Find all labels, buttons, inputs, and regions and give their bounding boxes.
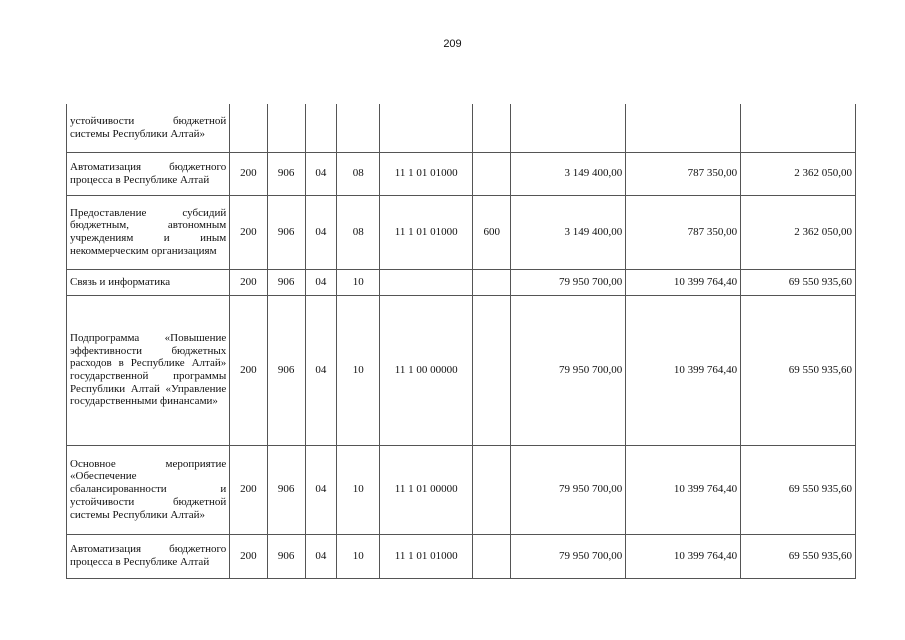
row-name-cell: Основное мероприятие «Обеспечение сбалансированности и устойчивости бюджетной системы Республики Алтай»: [67, 445, 230, 534]
row-name-cell: Подпрограмма «Повышение эффективности бюджетных расходов в Республике Алтай» государственной программы Республики Алтай «Управление государственными финансами»: [67, 295, 230, 445]
remainder-amount-cell: [741, 104, 856, 152]
executed-amount-cell: 10 399 764,40: [626, 295, 741, 445]
executed-amount-cell: 787 350,00: [626, 152, 741, 195]
admin-code-cell: 200: [230, 295, 267, 445]
section-code-cell: 04: [305, 195, 336, 269]
executed-amount-cell: 787 350,00: [626, 195, 741, 269]
plan-amount-cell: 3 149 400,00: [511, 195, 626, 269]
expense-type-cell: [473, 104, 511, 152]
section-code-cell: 04: [305, 445, 336, 534]
plan-amount-cell: 79 950 700,00: [511, 534, 626, 578]
expense-type-cell: [473, 445, 511, 534]
subsection-code-cell: 08: [337, 152, 380, 195]
table-body: [67, 104, 856, 578]
subsection-code-cell: 10: [337, 445, 380, 534]
table-row: [67, 445, 856, 534]
plan-amount-cell: 3 149 400,00: [511, 152, 626, 195]
expense-type-cell: [473, 152, 511, 195]
ministry-code-cell: 906: [267, 195, 305, 269]
target-article-cell: 11 1 01 01000: [380, 195, 473, 269]
row-name-cell: устойчивости бюджетной системы Республики Алтай»: [67, 104, 230, 152]
plan-amount-cell: 79 950 700,00: [511, 269, 626, 295]
subsection-code-cell: 10: [337, 269, 380, 295]
plan-amount-cell: 79 950 700,00: [511, 295, 626, 445]
row-name-cell: Автоматизация бюджетного процесса в Республике Алтай: [67, 152, 230, 195]
page-number: 209: [443, 38, 462, 50]
executed-amount-cell: 10 399 764,40: [626, 534, 741, 578]
row-name-cell: Связь и информатика: [67, 269, 230, 295]
target-article-cell: 11 1 00 00000: [380, 295, 473, 445]
target-article-cell: 11 1 01 00000: [380, 445, 473, 534]
expense-type-cell: 600: [473, 195, 511, 269]
row-name-cell: Автоматизация бюджетного процесса в Республике Алтай: [67, 534, 230, 578]
ministry-code-cell: 906: [267, 445, 305, 534]
target-article-cell: [380, 104, 473, 152]
expense-type-cell: [473, 295, 511, 445]
remainder-amount-cell: 2 362 050,00: [741, 152, 856, 195]
ministry-code-cell: 906: [267, 534, 305, 578]
table-row: [67, 195, 856, 269]
remainder-amount-cell: 69 550 935,60: [741, 295, 856, 445]
executed-amount-cell: 10 399 764,40: [626, 445, 741, 534]
ministry-code-cell: 906: [267, 295, 305, 445]
target-article-cell: 11 1 01 01000: [380, 152, 473, 195]
plan-amount-cell: 79 950 700,00: [511, 445, 626, 534]
expense-type-cell: [473, 534, 511, 578]
subsection-code-cell: [337, 104, 380, 152]
admin-code-cell: 200: [230, 269, 267, 295]
subsection-code-cell: 10: [337, 295, 380, 445]
expense-type-cell: [473, 269, 511, 295]
ministry-code-cell: 906: [267, 152, 305, 195]
admin-code-cell: 200: [230, 195, 267, 269]
plan-amount-cell: [511, 104, 626, 152]
subsection-code-cell: 08: [337, 195, 380, 269]
admin-code-cell: 200: [230, 152, 267, 195]
remainder-amount-cell: 69 550 935,60: [741, 269, 856, 295]
remainder-amount-cell: 69 550 935,60: [741, 534, 856, 578]
admin-code-cell: 200: [230, 445, 267, 534]
remainder-amount-cell: 69 550 935,60: [741, 445, 856, 534]
table-row: [67, 295, 856, 445]
table-row: [67, 269, 856, 295]
table-row: [67, 152, 856, 195]
remainder-amount-cell: 2 362 050,00: [741, 195, 856, 269]
table-row: [67, 534, 856, 578]
section-code-cell: 04: [305, 269, 336, 295]
subsection-code-cell: 10: [337, 534, 380, 578]
executed-amount-cell: 10 399 764,40: [626, 269, 741, 295]
ministry-code-cell: [267, 104, 305, 152]
section-code-cell: 04: [305, 152, 336, 195]
section-code-cell: [305, 104, 336, 152]
budget-table: [66, 104, 856, 579]
executed-amount-cell: [626, 104, 741, 152]
row-name-cell: Предоставление субсидий бюджетным, автономным учреждениям и иным некоммерческим организациям: [67, 195, 230, 269]
ministry-code-cell: 906: [267, 269, 305, 295]
section-code-cell: 04: [305, 295, 336, 445]
table-row: [67, 104, 856, 152]
target-article-cell: [380, 269, 473, 295]
admin-code-cell: 200: [230, 534, 267, 578]
admin-code-cell: [230, 104, 267, 152]
section-code-cell: 04: [305, 534, 336, 578]
target-article-cell: 11 1 01 01000: [380, 534, 473, 578]
